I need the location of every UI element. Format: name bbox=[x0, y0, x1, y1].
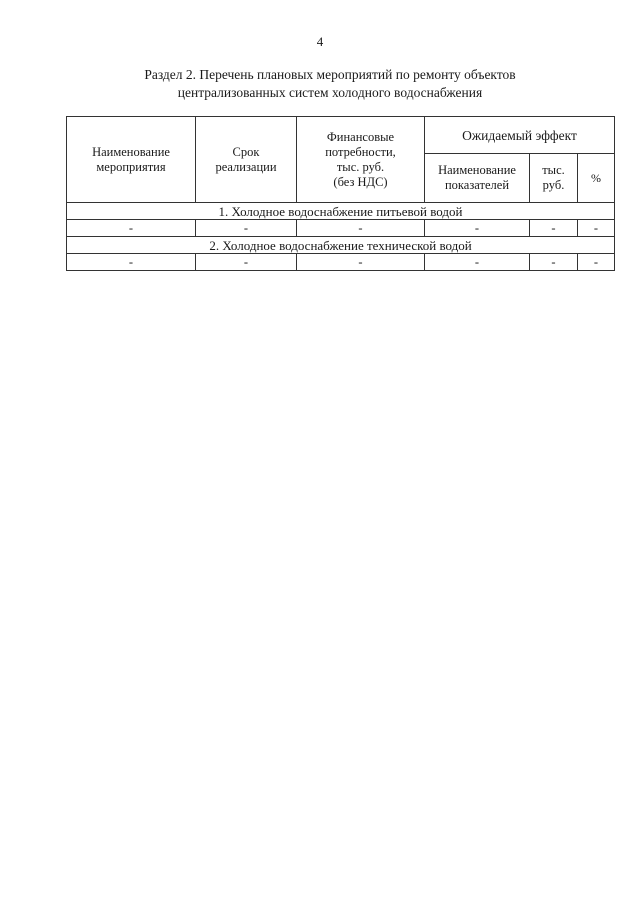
table-cell: - bbox=[297, 220, 425, 237]
header-event-name bbox=[67, 117, 196, 203]
table-cell: - bbox=[196, 254, 297, 271]
table-cell: - bbox=[297, 254, 425, 271]
table-cell: - bbox=[425, 220, 530, 237]
table-row bbox=[67, 220, 615, 237]
header-event-name-line: мероприятия bbox=[96, 159, 166, 174]
header-finance-line: потребности, bbox=[325, 144, 396, 159]
table-row bbox=[67, 254, 615, 271]
header-thousand-rub-line: руб. bbox=[542, 178, 565, 192]
section-1-title: 1. Холодное водоснабжение питьевой водой bbox=[67, 203, 615, 220]
header-finance-line: тыс. руб. bbox=[336, 159, 385, 174]
table-cell: - bbox=[67, 254, 196, 271]
header-term-line: Срок bbox=[232, 144, 260, 159]
header-finance-line: Финансовые bbox=[326, 129, 395, 144]
header-event-name-line: Наименование bbox=[92, 144, 170, 159]
page-number: 4 bbox=[316, 34, 324, 49]
header-term-line: реализации bbox=[215, 159, 277, 174]
table-cell: - bbox=[578, 254, 615, 271]
header-expected-effect: Ожидаемый эффект bbox=[425, 117, 615, 154]
section-2-title: 2. Холодное водоснабжение технической водой bbox=[67, 237, 615, 254]
header-thousand-rub bbox=[530, 154, 578, 203]
header-percent: % bbox=[578, 154, 615, 203]
header-indicator-name bbox=[425, 154, 530, 203]
plan-table bbox=[66, 116, 615, 271]
table-cell: - bbox=[530, 220, 578, 237]
header-finance-line: (без НДС) bbox=[333, 174, 388, 189]
section-title-line-2: централизованных систем холодного водоснабжения bbox=[177, 85, 483, 100]
header-thousand-rub-line: тыс. bbox=[542, 163, 565, 177]
table-cell: - bbox=[578, 220, 615, 237]
header-indicator-line: показателей bbox=[444, 178, 510, 192]
section-title bbox=[60, 66, 600, 102]
header-indicator-line: Наименование bbox=[438, 163, 516, 177]
table-cell: - bbox=[530, 254, 578, 271]
header-term bbox=[196, 117, 297, 203]
table-cell: - bbox=[196, 220, 297, 237]
table-cell: - bbox=[425, 254, 530, 271]
table-cell: - bbox=[67, 220, 196, 237]
section-title-line-1: Раздел 2. Перечень плановых мероприятий по ремонту объектов bbox=[144, 67, 516, 82]
header-finance bbox=[297, 117, 425, 203]
